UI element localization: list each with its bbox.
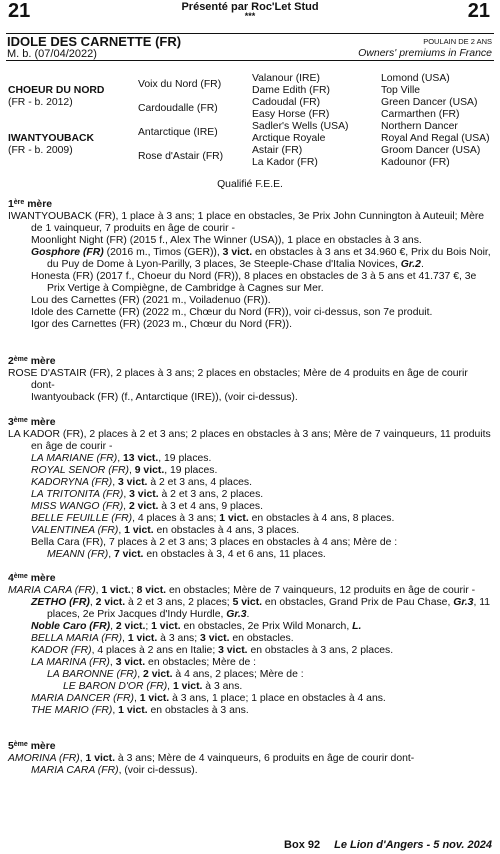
produce-line: KADORYNA (FR), 3 vict. à 2 et 3 ans, 4 places. <box>31 477 253 488</box>
horse-status: POULAIN DE 2 ANS <box>423 37 492 46</box>
dam-name: IWANTYOUBACK <box>8 133 95 144</box>
gen4-entry: Green Dancer (USA) <box>381 97 478 108</box>
produce-line: MARIA CARA (FR), (voir ci-dessus). <box>31 765 198 776</box>
produce-line: Idole des Carnette (FR) (2022 m., Chœur du Nord (FR)), voir ci-dessus, son 7e produit. <box>31 307 433 318</box>
produce-line: Iwantyouback (FR) (f., Antarctique (IRE)), (voir ci-dessus). <box>31 392 298 403</box>
gen4-entry: Kadounor (FR) <box>381 157 450 168</box>
lot-number-left: 21 <box>8 0 31 22</box>
produce-line: Noble Caro (FR), 2 vict.; 1 vict. en obstacles, 2e Prix Wild Monarch, L. <box>31 621 362 632</box>
section-heading: 2ème mère <box>8 356 56 367</box>
gen4-entry: Carmarthen (FR) <box>381 109 460 120</box>
dam-section-3 <box>8 417 494 561</box>
produce-line: LA BARONNE (FR), 2 vict. à 4 ans, 2 places; Mère de : <box>47 669 304 680</box>
gen4-entry: Northern Dancer <box>381 121 458 132</box>
gen3-entry: Sadler's Wells (USA) <box>252 121 349 132</box>
horse-info: M. b. (07/04/2022) <box>7 48 97 60</box>
produce-line: VALENTINEA (FR), 1 vict. en obstacles à 4 ans, 3 places. <box>31 525 300 536</box>
produce-line: THE MARIO (FR), 1 vict. en obstacles à 3 ans. <box>31 705 249 716</box>
gen3-entry: La Kador (FR) <box>252 157 318 168</box>
produce-line: ZETHO (FR), 2 vict. à 2 et 3 ans, 2 places; 5 vict. en obstacles, Grand Prix de Pau Chase, Gr.3, 11 places, 2e Prix Jacques d'Indy Hurdle, Gr.3. <box>31 597 491 620</box>
section-heading: 1ère mère <box>8 199 53 210</box>
section-heading: 3ème mère <box>8 417 56 428</box>
dam-line: ROSE D'ASTAIR (FR), 2 places à 3 ans; 2 places en obstacles; Mère de 4 produits en âge de courir dont- <box>8 368 468 391</box>
stars: *** <box>244 11 256 21</box>
gen4-entry: Groom Dancer (USA) <box>381 145 481 156</box>
gen2-entry: Cardoudalle (FR) <box>138 103 218 114</box>
owners-premiums: Owners' premiums in France <box>358 47 492 59</box>
gen4-entry: Royal And Regal (USA) <box>381 133 490 144</box>
produce-line: LE BARON D'OR (FR), 1 vict. à 3 ans. <box>63 681 243 692</box>
gen3-entry: Easy Horse (FR) <box>252 109 330 120</box>
dam-line: AMORINA (FR), 1 vict. à 3 ans; Mère de 4 vainqueurs, 6 produits en âge de courir dont- <box>8 753 415 764</box>
gen3-entry: Arctique Royale <box>252 133 326 144</box>
produce-line: BELLA MARIA (FR), 1 vict. à 3 ans; 3 vict. en obstacles. <box>31 633 294 644</box>
qualification: Qualifié F.E.E. <box>217 179 283 190</box>
dam-section-2 <box>8 356 494 404</box>
sale-venue-date: Le Lion d'Angers - 5 nov. 2024 <box>334 839 492 851</box>
dam-line: LA KADOR (FR), 2 places à 2 et 3 ans; 2 places en obstacles à 3 ans; Mère de 7 vainqueurs, 11 produits en âge de courir - <box>8 429 491 452</box>
dam-detail: (FR - b. 2009) <box>8 145 73 156</box>
produce-line: Moonlight Night (FR) (2015 f., Alex The Winner (USA)), 1 place en obstacles à 3 ans. <box>31 235 422 246</box>
produce-line: Gosphore (FR) (2016 m., Timos (GER)), 3 vict. en obstacles à 3 ans et 34.960 €, Prix du Bois Noir, du Puy de Dome à Lyon-Parilly, 3 places, 3e Steeple-Chase d'Italia Novices, Gr.2. <box>31 247 491 270</box>
dam-line: MARIA CARA (FR), 1 vict.; 8 vict. en obstacles; Mère de 7 vainqueurs, 12 produits en âge de courir - <box>8 585 476 596</box>
gen3-entry: Cadoudal (FR) <box>252 97 321 108</box>
dam-section-1 <box>8 199 494 331</box>
section-heading: 4ème mère <box>8 573 56 584</box>
gen2-entry: Voix du Nord (FR) <box>138 79 222 90</box>
produce-line: Lou des Carnettes (FR) (2021 m., Voiladenuo (FR)). <box>31 295 271 306</box>
gen3-entry: Valanour (IRE) <box>252 73 320 84</box>
produce-line: KADOR (FR), 4 places à 2 ans en Italie; 3 vict. en obstacles à 3 ans, 2 places. <box>31 645 394 656</box>
section-heading: 5ème mère <box>8 741 56 752</box>
gen3-entry: Dame Edith (FR) <box>252 85 330 96</box>
produce-line: LA MARIANE (FR), 13 vict., 19 places. <box>31 453 212 464</box>
dam-section-5 <box>8 741 494 777</box>
box-number: Box 92 <box>284 839 321 851</box>
gen4-entry: Top Ville <box>381 85 421 96</box>
produce-line: LA MARINA (FR), 3 vict. en obstacles; Mère de : <box>31 657 257 668</box>
gen4-entry: Lomond (USA) <box>381 73 450 84</box>
horse-name: IDOLE DES CARNETTE (FR) <box>7 34 182 49</box>
gen2-entry: Rose d'Astair (FR) <box>138 151 224 162</box>
dam-line: IWANTYOUBACK (FR), 1 place à 3 ans; 1 place en obstacles, 3e Prix John Cunnington à Auteuil; Mère de 1 vainqueur, 7 produits en âge de courir - <box>8 211 485 234</box>
sire-name: CHOEUR DU NORD <box>8 85 105 96</box>
gen2-entry: Antarctique (IRE) <box>138 127 218 138</box>
horse-header <box>6 33 494 61</box>
produce-line: MEANN (FR), 7 vict. en obstacles à 3, 4 et 6 ans, 11 places. <box>47 549 326 560</box>
produce-line: ROYAL SENOR (FR), 9 vict., 19 places. <box>31 465 218 476</box>
gen3-entry: Astair (FR) <box>252 145 303 156</box>
produce-line: BELLE FEUILLE (FR), 4 places à 3 ans; 1 vict. en obstacles à 4 ans, 8 places. <box>31 513 395 524</box>
produce-line: Bella Cara (FR), 7 places à 2 et 3 ans; 3 places en obstacles à 4 ans; Mère de : <box>31 537 398 548</box>
lot-number-right: 21 <box>467 0 490 22</box>
dam-section-4 <box>8 573 494 717</box>
produce-line: MISS WANGO (FR), 2 vict. à 3 et 4 ans, 9 places. <box>31 501 263 512</box>
produce-line: LA TRITONITA (FR), 3 vict. à 2 et 3 ans, 2 places. <box>31 489 264 500</box>
produce-line: Honesta (FR) (2017 f., Choeur du Nord (FR)), 8 places en obstacles de 3 à 5 ans et 41.737 €, 3e Prix Vertige à Compiègne, de Cambridge à Cagnes sur Mer. <box>31 271 477 294</box>
page-footer <box>284 839 492 852</box>
produce-line: MARIA DANCER (FR), 1 vict. à 3 ans, 1 place; 1 place en obstacles à 4 ans. <box>31 693 386 704</box>
presented-by: Présenté par Roc'Let Stud <box>181 1 319 13</box>
sire-detail: (FR - b. 2012) <box>8 97 73 108</box>
produce-line: Igor des Carnettes (FR) (2023 m., Chœur du Nord (FR)). <box>31 319 292 330</box>
